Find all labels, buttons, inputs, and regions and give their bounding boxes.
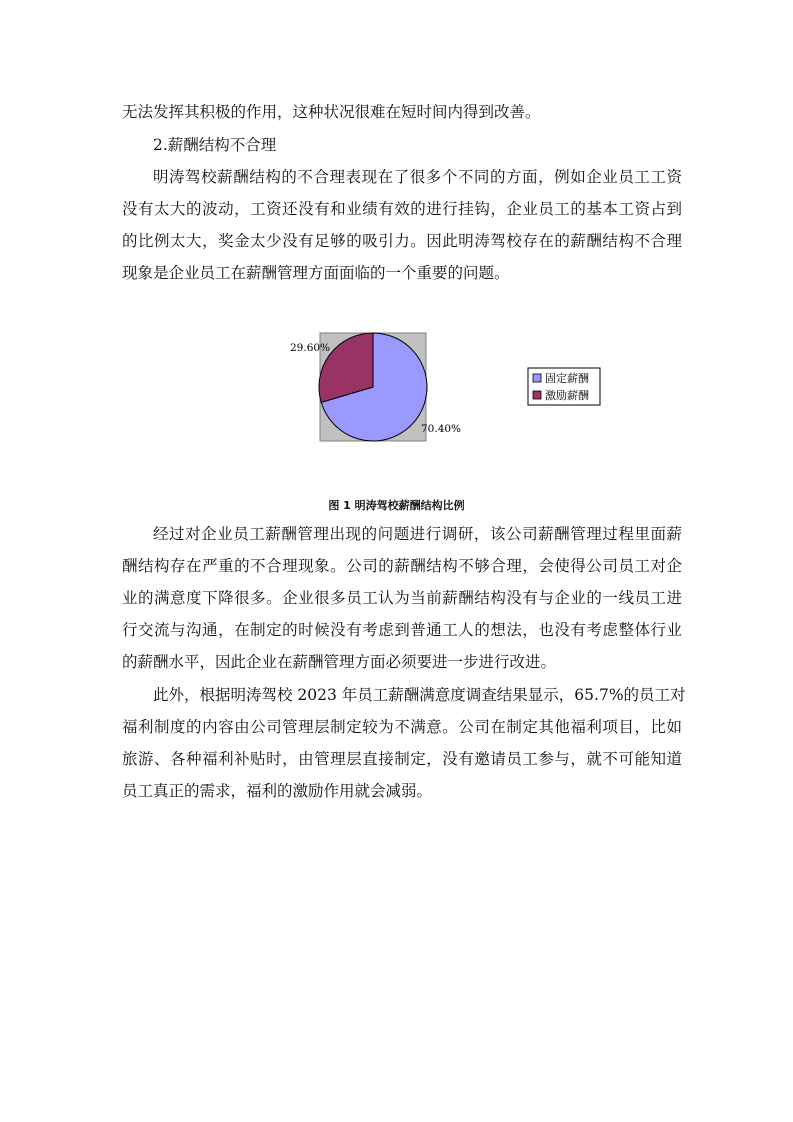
paragraph-line: 福利制度的内容由公司管理层制定较为不满意。公司在制定其他福利项目，比如 xyxy=(122,718,682,736)
paragraph-line: 经过对企业员工薪酬管理出现的问题进行调研，该公司薪酬管理过程里面薪 xyxy=(153,525,682,543)
data-label-incentive: 29.60% xyxy=(290,342,331,354)
paragraph-line: 员工真正的需求，福利的激励作用就会减弱。 xyxy=(122,782,433,800)
paragraph-line: 酬结构存在严重的不合理现象。公司的薪酬结构不够合理，会使得公司员工对企 xyxy=(122,557,682,575)
pie-chart-svg xyxy=(280,320,620,470)
legend-label-incentive: 激励薪酬 xyxy=(545,389,589,402)
paragraph-line: 没有太大的波动，工资还没有和业绩有效的进行挂钩，企业员工的基本工资占到 xyxy=(122,200,682,218)
data-label-fixed: 70.40% xyxy=(421,423,462,435)
paragraph-line: 明涛驾校薪酬结构的不合理表现在了很多个不同的方面，例如企业员工工资 xyxy=(153,168,682,186)
legend xyxy=(528,368,600,405)
legend-swatch-fixed xyxy=(533,374,541,382)
paragraph-line: 旅游、各种福利补贴时，由管理层直接制定，没有邀请员工参与，就不可能知道 xyxy=(122,750,682,768)
legend-label-fixed: 固定薪酬 xyxy=(545,372,589,385)
paragraph-line: 的薪酬水平，因此企业在薪酬管理方面必须要进一步进行改进。 xyxy=(122,653,557,671)
legend-swatch-incentive xyxy=(533,391,541,399)
paragraph-line: 此外，根据明涛驾校 2023 年员工薪酬满意度调查结果显示，65.7%的员工对 xyxy=(153,686,686,704)
pie-chart xyxy=(280,320,620,470)
paragraph-line: 业的满意度下降很多。企业很多员工认为当前薪酬结构没有与企业的一线员工进 xyxy=(122,589,682,607)
paragraph-line: 现象是企业员工在薪酬管理方面面临的一个重要的问题。 xyxy=(122,264,510,282)
paragraph-line: 的比例太大，奖金太少没有足够的吸引力。因此明涛驾校存在的薪酬结构不合理 xyxy=(122,232,682,250)
paragraph-line: 行交流与沟通，在制定的时候没有考虑到普通工人的想法，也没有考虑整体行业 xyxy=(122,621,682,639)
paragraph-line: 无法发挥其积极的作用，这种状况很难在短时间内得到改善。 xyxy=(122,103,541,121)
figure-caption: 图 1 明涛驾校薪酬结构比例 xyxy=(328,499,465,512)
section-heading: 2.薪酬结构不合理 xyxy=(153,136,277,154)
